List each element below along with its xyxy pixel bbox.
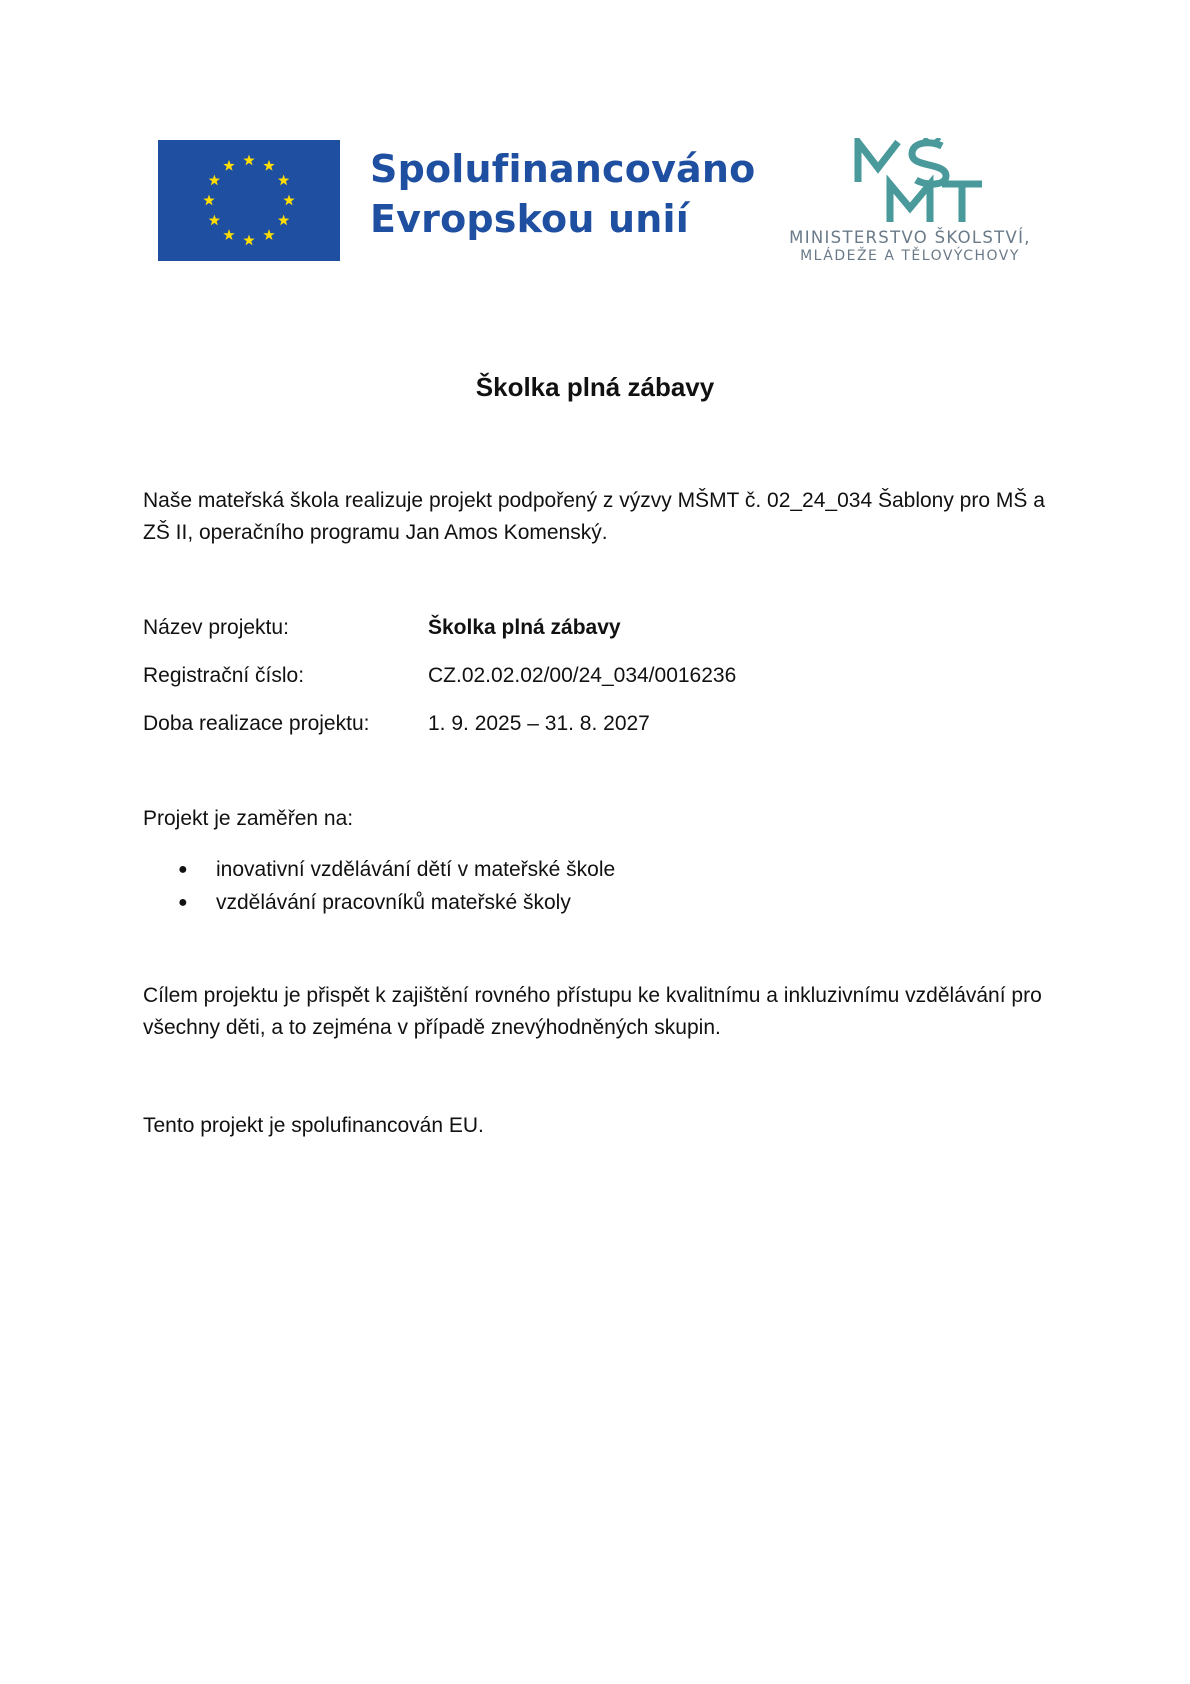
bullet-icon: ● [178, 861, 188, 878]
msmt-logo-s [912, 143, 946, 184]
project-period-row [143, 708, 736, 756]
msmt-name [760, 228, 1060, 264]
eu-cofinanced-text [370, 144, 755, 244]
project-name-row [143, 612, 736, 660]
bullet-icon: ● [178, 894, 188, 911]
msmt-logo [850, 138, 984, 226]
list-item [178, 886, 615, 919]
goal-paragraph: Cílem projektu je přispět k zajištění rovného přístupu ke kvalitnímu a inkluzivnímu vzdělávání pro všechny děti, a to zejména v případě znevýhodněných skupin. [143, 984, 1042, 1039]
registration-number-value: CZ.02.02.02/00/24_034/0016236 [428, 664, 737, 687]
project-name-label: Název projektu: [143, 616, 289, 639]
registration-number-label: Registrační číslo: [143, 664, 305, 687]
project-period-value: 1. 9. 2025 – 31. 8. 2027 [428, 712, 650, 735]
intro-paragraph: Naše mateřská škola realizuje projekt podpořený z výzvy MŠMT č. 02_24_034 Šablony pro MŠ a ZŠ II, operačního programu Jan Amos Komenský. [143, 489, 1045, 544]
focus-list [178, 853, 615, 919]
focus-item-text: inovativní vzdělávání dětí v mateřské škole [216, 858, 616, 881]
page-title: Školka plná zábavy [475, 372, 715, 402]
focus-item-text: vzdělávání pracovníků mateřské školy [216, 891, 571, 914]
eu-text-line1: Spolufinancováno [370, 147, 756, 191]
focus-heading: Projekt je zaměřen na: [143, 807, 354, 830]
msmt-logo-m-lower [890, 184, 930, 222]
closing-statement: Tento projekt je spolufinancován EU. [143, 1114, 484, 1137]
project-period-label: Doba realizace projektu: [143, 712, 370, 735]
msmt-logo-m-upper [858, 142, 898, 182]
project-info-table [143, 612, 736, 756]
list-item [178, 853, 615, 886]
msmt-name-line2: MLÁDEŽE A TĚLOVÝCHOVY [800, 248, 1020, 264]
eu-text-line2: Evropskou unií [370, 197, 689, 241]
eu-flag-logo [158, 140, 340, 261]
header-logos [0, 0, 1190, 300]
registration-number-row [143, 660, 736, 708]
project-name-value: Školka plná zábavy [428, 616, 621, 639]
msmt-name-line1: MINISTERSTVO ŠKOLSTVÍ, [789, 228, 1031, 247]
